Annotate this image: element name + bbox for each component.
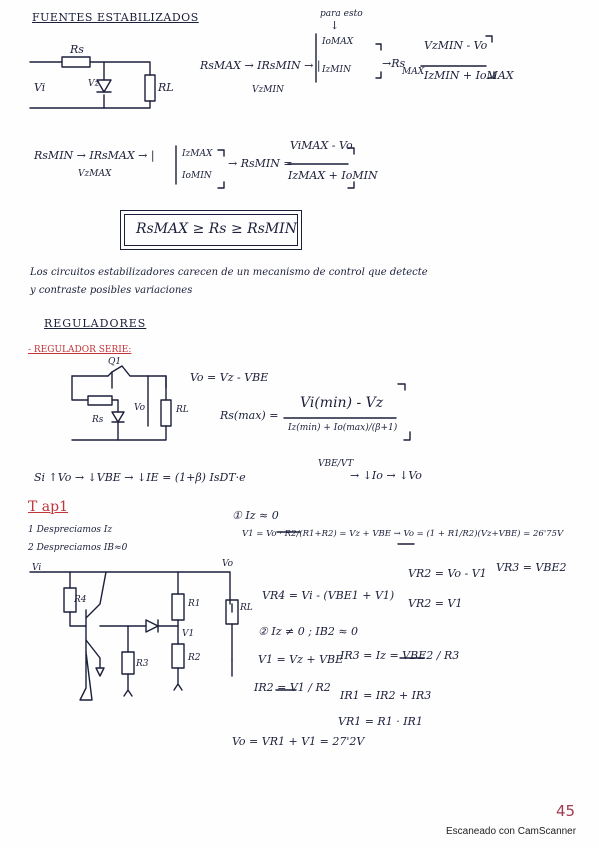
circuit1-vi-label: Vi <box>34 81 46 94</box>
tap1-list-item-2: 2 Despreciamos IB≈0 <box>28 543 128 553</box>
reg-serie-q: Q1 <box>108 357 122 367</box>
boxed-inequality: RsMAX ≥ Rs ≥ RsMIN <box>136 221 297 237</box>
reg-serie-rl: RL <box>176 405 189 415</box>
reg-serie-exp: VBE/VT <box>318 459 354 469</box>
tap1-eq-vr4: VR4 = Vi - (VBE1 + V1) <box>262 589 395 602</box>
section-title-reguladores: REGULADORES <box>44 317 147 330</box>
circuit1-vz-label: Vz <box>88 79 100 89</box>
circuit3-r1: R1 <box>188 599 201 609</box>
circuit3-rl: RL <box>240 603 253 613</box>
circuit1-rs-label: Rs <box>70 43 84 56</box>
circuit1-rl-label: RL <box>158 81 174 94</box>
circuit3-vi: Vi <box>32 563 42 573</box>
tap1-eq-vr3: VR3 = VBE2 <box>496 561 567 574</box>
deriv2-iz: IzMAX <box>182 149 213 159</box>
tap1-eq-vo: Vo = VR1 + V1 = 27'2V <box>232 735 365 748</box>
reg-serie-si-line: Si ↑Vo → ↓VBE → ↓IE = (1+β) IsDT·e <box>34 471 246 484</box>
text-line-1: Los circuitos estabilizadores carecen de un mecanismo de control que detecte <box>30 267 428 278</box>
deriv1-formula-den: IzMIN + IoMAX <box>424 69 514 82</box>
circuit3-r2: R2 <box>188 653 201 663</box>
tap1-case2: ② Iz ≠ 0 ; IB2 ≈ 0 <box>258 625 359 638</box>
deriv1-vz-min: VzMIN <box>252 85 284 95</box>
section-title-regulador-serie: - REGULADOR SERIE: <box>28 345 132 355</box>
deriv1-formula-num: VzMIN - Vo <box>424 39 488 52</box>
deriv1-arrow-sub: MAX <box>402 67 425 77</box>
deriv1-io: IoMAX <box>322 37 354 47</box>
deriv2-io: IoMIN <box>182 171 212 181</box>
reg-serie-eq-vo: Vo = Vz - VBE <box>190 371 269 384</box>
reg-serie-tail: → ↓Io → ↓Vo <box>350 469 422 482</box>
tap1-eq-ir1: IR1 = IR2 + IR3 <box>340 689 432 702</box>
tap1-eq-ir3: IR3 = Iz = VBE2 / R3 <box>340 649 460 662</box>
reg-serie-rs: Rs <box>92 415 104 425</box>
circuit3-r4: R4 <box>74 595 87 605</box>
tap1-eq-ir2: IR2 = V1 / R2 <box>254 681 331 694</box>
deriv1-iz: IzMIN <box>322 65 351 75</box>
reg-serie-rs-max: Rs(max) = <box>220 409 279 422</box>
page-number: 45 <box>556 802 576 820</box>
circuit3-v1: V1 <box>182 629 195 639</box>
tap1-eq-vr2: VR2 = Vo - V1 <box>408 567 487 580</box>
tap1-list-item-1: 1 Despreciamos Iz <box>28 525 113 535</box>
reg-serie-vo: Vo <box>134 403 146 413</box>
text-line-2: y contraste posibles variaciones <box>30 285 193 296</box>
deriv2-lhs: RsMIN → IRsMAX → | <box>34 149 155 162</box>
tap1-eq1: V1 = Vo · R2/(R1+R2) = Vz + VBE → Vo = (1 + R1/R2)(Vz+VBE) = 26'75V <box>242 529 564 539</box>
deriv2-vf: VzMAX <box>78 169 112 179</box>
reg-serie-num: Vi(min) - Vz <box>300 395 384 411</box>
circuit3-r3: R3 <box>136 659 149 669</box>
tap1-case1: ① Iz ≈ 0 <box>232 509 279 522</box>
section-title-fuentes: FUENTES ESTABILIZADOS <box>32 11 199 24</box>
circuit3-vo: Vo <box>222 559 234 569</box>
tap1-eq-vr2b: VR2 = V1 <box>408 597 463 610</box>
scanner-footer: Escaneado con CamScanner <box>446 826 577 837</box>
deriv2-arrow: → RsMIN = <box>228 157 293 170</box>
deriv1-arrow: →Rs <box>382 57 406 70</box>
note-para-esto: para esto <box>320 9 363 19</box>
deriv2-formula-den: IzMAX + IoMIN <box>288 169 378 182</box>
note-arrow-down-icon: ↓ <box>330 19 340 32</box>
reg-serie-den: Iz(min) + Io(max)/(β+1) <box>288 423 398 433</box>
deriv1-lhs: RsMAX → IRsMIN → | <box>200 59 321 72</box>
tap1-eq-v1: V1 = Vz + VBE <box>258 653 344 666</box>
tap1-eq-vr1: VR1 = R1 · IR1 <box>338 715 423 728</box>
section-title-tap1: T ap1 <box>28 499 69 515</box>
deriv2-formula-num: ViMAX - Vo <box>290 139 353 152</box>
